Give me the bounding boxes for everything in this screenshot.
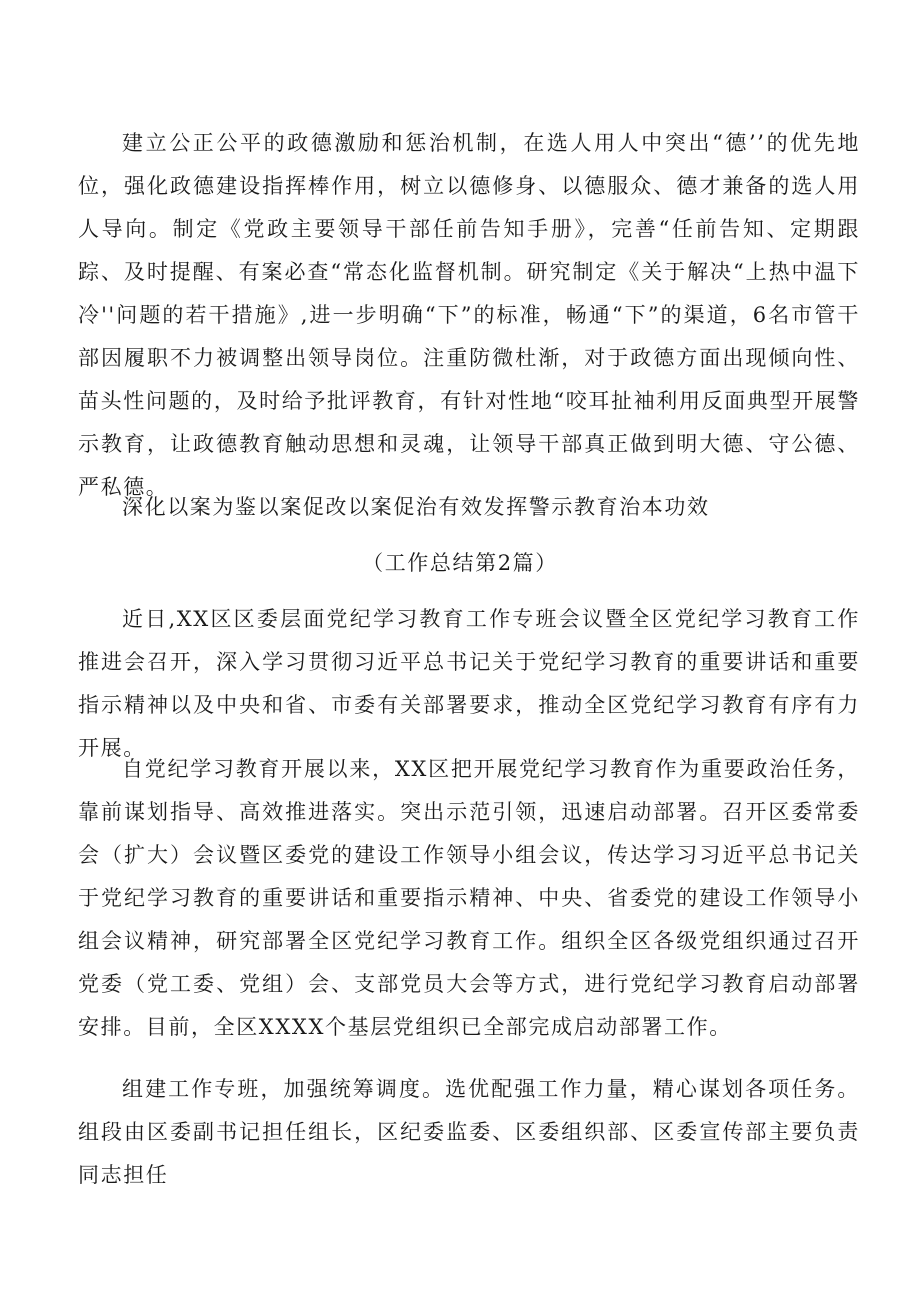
section-subtitle: （工作总结第2篇）: [362, 551, 558, 575]
body-paragraph: 自党纪学习教育开展以来，XX区把开展党纪学习教育作为重要政治任务，靠前谋划指导、高效推进落实。突出示范引领，迅速启动部署。召开区委常委会（扩大）会议暨区委党的建设工作领导小组会议，传达学习习近平总书记关于党纪学习教育的重要讲话和重要指示精神、中央、省委党的建设工作领导小组会议精神，研究部署全区党纪学习教育工作。组织全区各级党组织通过召开党委（党工委、党组）会、支部党员大会等方式，进行党纪学习教育启动部署安排。目前，全区XXXX个基层党组织已全部完成启动部署工作。: [78, 757, 860, 1039]
body-paragraph: 建立公正公平的政德激励和惩治机制，在选人用人中突出“德’’的优先地位，强化政德建设指挥棒作用，树立以德修身、以德服众、德才兼备的选人用人导向。制定《党政主要领导干部任前告知手册》，完善“任前告知、定期跟踪、及时提醒、有案必查“常态化监督机制。研究制定《关于解决“上热中温下冷''问题的若干措施》,进一步明确“下”的标准，畅通“下”的渠道，6名市管干部因履职不力被调整出领导岗位。注重防微杜渐，对于政德方面出现倾向性、苗头性问题的，及时给予批评教育，有针对性地“咬耳扯袖利用反面典型开展警示教育，让政德教育触动思想和灵魂，让领导干部真正做到明大德、守公德、严私德。: [78, 131, 860, 499]
body-paragraph: 组建工作专班，加强统筹调度。选优配强工作力量，精心谋划各项任务。组段由区委副书记担任组长，区纪委监委、区委组织部、区委宣传部主要负责同志担任: [78, 1077, 860, 1187]
section-title: 深化以案为鉴以案促改以案促治有效发挥警示教育治本功效: [122, 495, 710, 519]
body-paragraph: 近日,XX区区委层面党纪学习教育工作专班会议暨全区党纪学习教育工作推进会召开，深入学习贯彻习近平总书记关于党纪学习教育的重要讲话和重要指示精神以及中央和省、市委有关部署要求，推动全区党纪学习教育有序有力开展。: [78, 607, 860, 760]
